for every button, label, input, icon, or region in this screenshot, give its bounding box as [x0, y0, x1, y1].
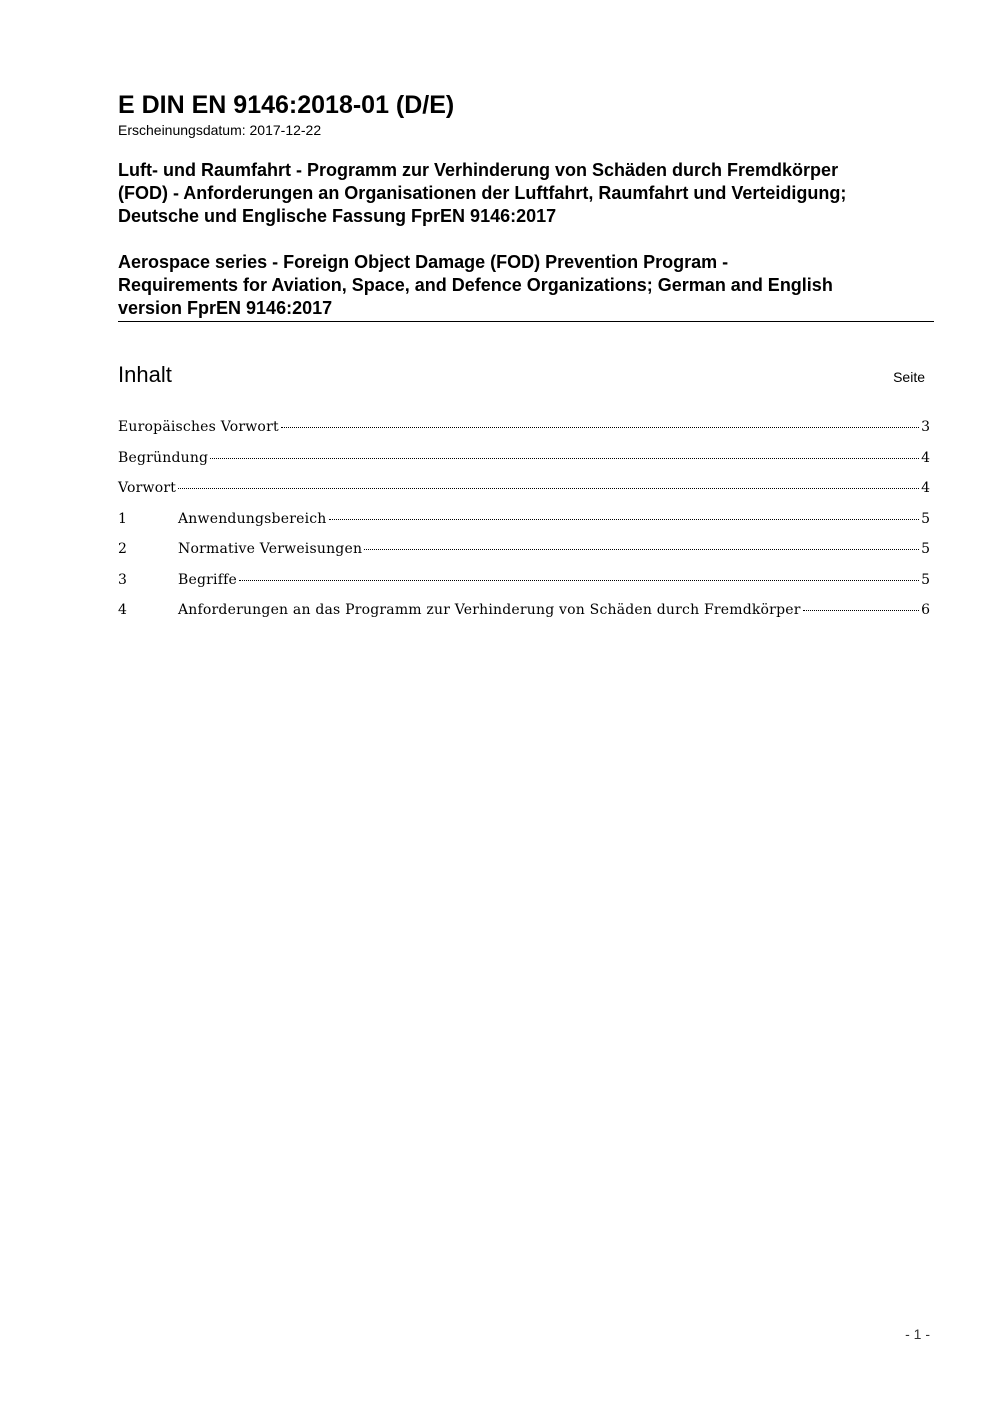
toc-entry-number: 2: [118, 541, 127, 557]
toc-entry-normative-verweisungen[interactable]: [118, 539, 930, 570]
title-german: [118, 159, 938, 228]
toc-entry-title: Begründung: [118, 449, 209, 466]
toc-entry-number: 3: [118, 571, 127, 588]
toc-entry-title: Normative Verweisungen: [178, 541, 363, 557]
toc-entry-europaeisches-vorwort[interactable]: [118, 417, 930, 448]
toc-entry-title: Anwendungsbereich: [178, 510, 327, 527]
toc-entry-title: Vorwort: [118, 480, 177, 496]
toc-heading: Inhalt: [118, 362, 172, 387]
toc-entry-page: 4: [921, 480, 930, 496]
title-divider: [118, 321, 934, 322]
toc-entry-vorwort[interactable]: [118, 478, 930, 509]
title-german-line: Deutsche und Englische Fassung FprEN 9146:2017: [118, 206, 557, 226]
toc-entry-page: 5: [921, 541, 930, 557]
toc-leader-dots: [178, 488, 919, 489]
toc-entry-anwendungsbereich[interactable]: [118, 509, 930, 540]
toc-leader-dots: [281, 427, 919, 428]
toc-leader-dots: [364, 549, 919, 550]
title-english: [118, 251, 938, 320]
toc-entry-page: 4: [921, 449, 930, 466]
title-english-line: Aerospace series - Foreign Object Damage (FOD) Prevention Program -: [118, 252, 729, 272]
title-english-line: Requirements for Aviation, Space, and Defence Organizations; German and English: [118, 275, 833, 295]
toc-entry-title: Anforderungen an das Programm zur Verhinderung von Schäden durch Fremdkörper: [178, 602, 801, 618]
page-number: - 1 -: [905, 1326, 930, 1342]
title-german-line: Luft- und Raumfahrt - Programm zur Verhinderung von Schäden durch Fremdkörper: [118, 160, 839, 180]
title-english-line: version FprEN 9146:2017: [118, 298, 333, 318]
toc-entry-title: Begriffe: [178, 571, 237, 588]
toc-entry-number: 1: [118, 510, 127, 527]
toc-entry-anforderungen[interactable]: [118, 600, 930, 631]
toc-entry-title: Europäisches Vorwort: [118, 419, 279, 435]
toc-leader-dots: [329, 519, 920, 520]
toc-entry-page: 3: [921, 419, 930, 435]
toc-page-label: Seite: [893, 369, 925, 385]
toc-entry-begruendung[interactable]: [118, 448, 930, 479]
toc-entry-begriffe[interactable]: [118, 570, 930, 601]
document-id: E DIN EN 9146:2018-01 (D/E): [118, 91, 455, 119]
toc-entry-page: 5: [921, 571, 930, 588]
toc-entry-number: 4: [118, 602, 127, 618]
table-of-contents: [118, 417, 930, 631]
toc-leader-dots: [210, 458, 919, 459]
toc-entry-page: 6: [921, 602, 930, 618]
toc-leader-dots: [803, 610, 919, 611]
title-german-line: (FOD) - Anforderungen an Organisationen der Luftfahrt, Raumfahrt und Verteidigung;: [118, 183, 847, 203]
publication-date: Erscheinungsdatum: 2017-12-22: [118, 122, 322, 138]
toc-entry-page: 5: [921, 510, 930, 527]
toc-leader-dots: [239, 580, 919, 581]
